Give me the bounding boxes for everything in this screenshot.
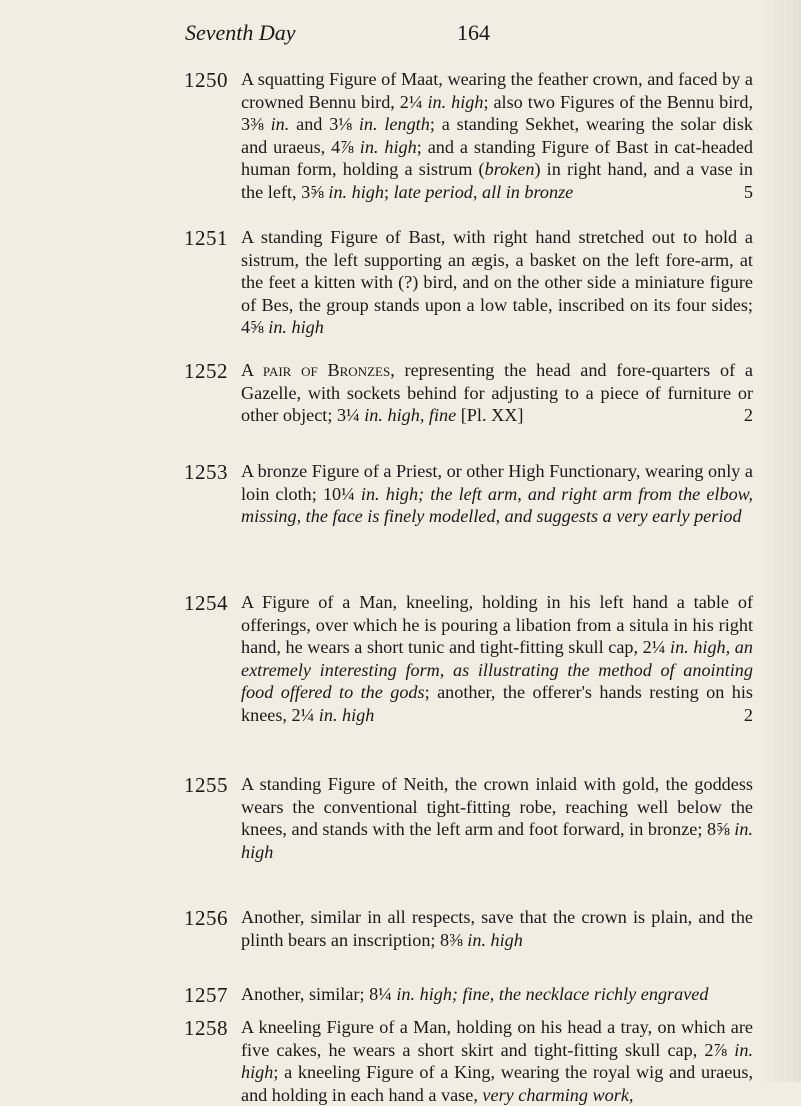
italic-run: late period, all in bronze (393, 181, 574, 202)
italic-run: in. high, fine (364, 405, 457, 425)
lot-number: 1252 (184, 359, 228, 383)
text-run: A Figure of a Man, kneeling, holding in his left hand a table of offerings, over which he is pouring a libation from a situla in his right hand, he wears a short tunic and tight-fitting skull cap, 2¼ (241, 592, 753, 657)
italic-run: in. high (241, 1039, 753, 1082)
italic-run: in. high (318, 704, 375, 725)
lot-description (241, 1016, 753, 1106)
italic-run: in. high (359, 136, 417, 157)
text-run: ; another, the offerer's hands resting on his knees, 2¼ (241, 682, 753, 725)
lot-description (241, 591, 753, 726)
italic-run: in. high (241, 819, 753, 862)
lot-description (241, 226, 753, 339)
text-run: A standing Figure of Bast, with right hand stretched out to hold a sistrum, the left supporting an ægis, a basket on the left fore-arm, at the feet a kitten with (?) bird, and on the other side a miniature figure of Bes, the group stands upon a low table, inscribed on its four sides; 4⅝ (241, 227, 753, 337)
italic-run: in. high; fine, the necklace richly engraved (396, 984, 709, 1004)
italic-run: in. high (328, 181, 384, 202)
lot-number: 1253 (184, 460, 228, 484)
small-caps-run: pair of Bronzes (262, 360, 391, 380)
italic-run: in. high (427, 91, 484, 112)
text-run: A squatting Figure of Maat, wearing the feather crown, and faced by a crowned Bennu bird, 2¼ (241, 69, 753, 112)
running-header (185, 20, 745, 50)
lot-number: 1251 (184, 226, 228, 250)
lot-number: 1258 (184, 1016, 228, 1040)
lot-description (241, 773, 753, 863)
text-run: A (241, 360, 263, 380)
text-run: ; a kneeling Figure of a King, wearing the royal wig and uraeus, and holding in each hand a vase, (241, 1062, 753, 1105)
italic-run: in. (270, 114, 290, 134)
text-run: [Pl. XX] (456, 405, 524, 425)
text-run: A kneeling Figure of a Man, holding on his head a tray, on which are five cakes, he wears a short skirt and tight-fitting skull cap, 2⅞ (241, 1017, 753, 1060)
text-run: Another, similar; 8¼ (241, 984, 397, 1004)
text-run: ) in right hand, and a vase in the left, 3⅝ (241, 159, 753, 202)
text-run: and 3⅛ (289, 114, 359, 134)
lot-number: 1256 (184, 906, 228, 930)
lot-estimate: 2 (743, 405, 753, 425)
lot-number: 1250 (184, 68, 228, 92)
text-run: ; a standing Sekhet, wearing the solar disk and uraeus, 4⅞ (241, 114, 753, 157)
page-number: 164 (457, 20, 490, 45)
italic-run: broken (484, 159, 535, 179)
italic-run: in. high (268, 317, 324, 337)
lot-description (241, 359, 753, 427)
lot-description (241, 906, 753, 951)
lot-description (241, 983, 753, 1006)
text-run: ; also two Figures of the Bennu bird, 3⅜ (241, 91, 753, 134)
lot-description (241, 460, 753, 528)
lot-description (241, 68, 753, 203)
text-run: A standing Figure of Neith, the crown inlaid with gold, the goddess wears the conventional tight-fitting robe, reaching well below the knees, and stands with the left arm and foot forward, in bronze; 8⅝ (241, 774, 753, 839)
italic-run: in. high (467, 929, 523, 950)
text-run: , representing the head and fore-quarters of a Gazelle, with sockets behind for adjusting to a piece of furniture or other object; 3¼ (241, 360, 753, 425)
section-title: Seventh Day (185, 20, 296, 45)
italic-run: in. high; the left arm, and right arm from the elbow, missing, the face is finely modelled, and suggests a very early period (241, 483, 753, 526)
italic-run: in. high, an extremely interesting form, as illustrating the method of anointing food offered to the gods (241, 637, 753, 702)
lot-number: 1254 (184, 591, 228, 615)
italic-run: very charming work, (482, 1084, 634, 1105)
page-edge-shading (761, 0, 801, 1082)
text-run: A bronze Figure of a Priest, or other High Functionary, wearing only a loin cloth; 10¼ (241, 461, 753, 504)
lot-estimate: 2 (743, 704, 753, 725)
lot-number: 1255 (184, 773, 228, 797)
text-run: ; and a standing Figure of Bast in cat-headed human form, holding a sistrum ( (241, 136, 753, 179)
italic-run: in. length (358, 114, 430, 134)
lot-number: 1257 (184, 983, 228, 1007)
text-run: ; (383, 181, 394, 202)
lot-estimate: 5 (743, 181, 753, 202)
text-run: Another, similar in all respects, save that the crown is plain, and the plinth bears an inscription; 8⅜ (241, 907, 753, 950)
